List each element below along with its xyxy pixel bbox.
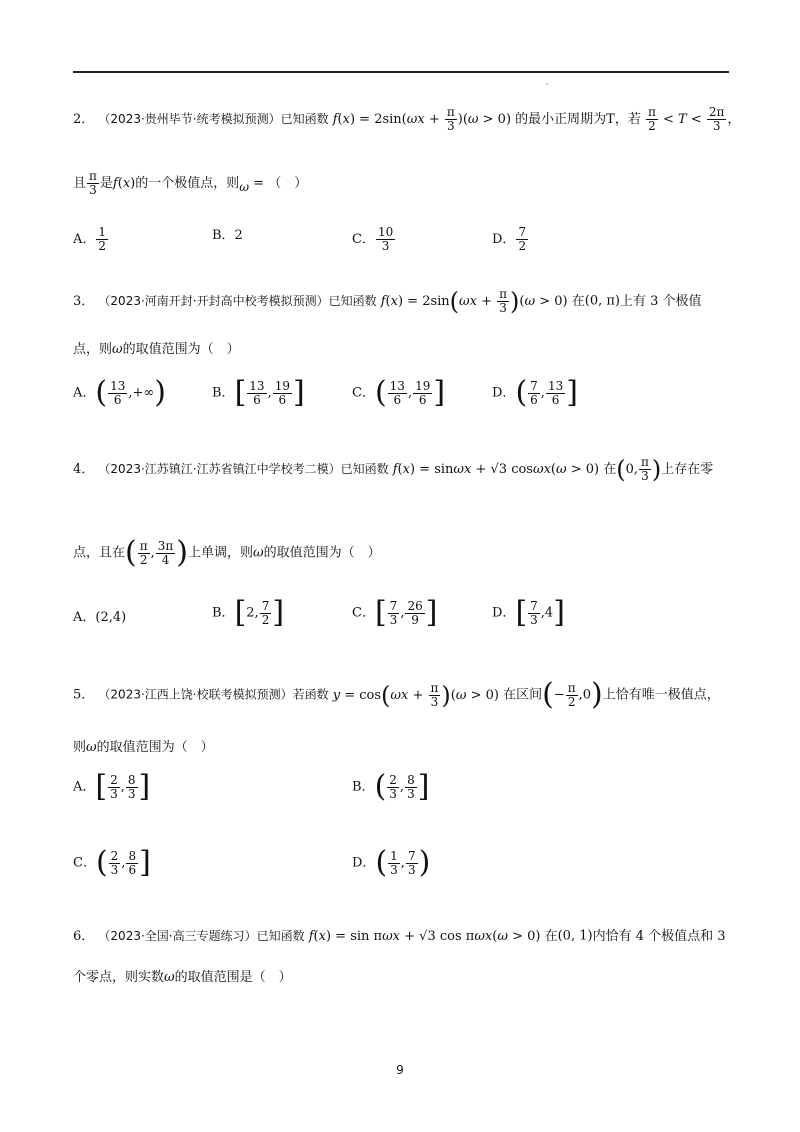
- q2-option-c[interactable]: C． $\frac{10}{3}$: [352, 225, 394, 253]
- q4-line2: 点，且在( $\frac{\pi}{2}$ , $\frac{3\pi}{4}$ )上单调，则ω的取值范围为（ ）: [73, 535, 381, 570]
- q4-option-a[interactable]: A．(2,4): [73, 610, 127, 625]
- q2-option-a[interactable]: A． $\frac{1}{2}$: [73, 225, 107, 253]
- q5-option-c[interactable]: C．( $\frac{2}{3}$ , $\frac{8}{6}$ ]: [73, 845, 151, 880]
- q2-period-range: $\frac{\pi}{2}$ < T < $\frac{2\pi}{3}$: [647, 105, 725, 133]
- header-rule: [73, 71, 729, 73]
- q2-text1: 的最小正周期为T，若: [515, 112, 641, 127]
- q5-option-a[interactable]: A．[ $\frac{2}{3}$ , $\frac{8}{3}$ ]: [73, 769, 151, 804]
- q3-option-d[interactable]: D．( $\frac{7}{6}$ , $\frac{13}{6}$ ]: [492, 375, 578, 410]
- q3-line2: 点，则ω的取值范围为（ ）: [73, 342, 240, 357]
- q2-number: 2．: [73, 112, 95, 127]
- q2-option-d[interactable]: D． $\frac{7}{2}$: [492, 225, 527, 253]
- q4-option-d[interactable]: D．[ $\frac{7}{3}$ ,4]: [492, 595, 565, 630]
- q3-line1: 3． （2023·河南开封·开封高中校考模拟预测）已知函数 f(x) = 2sin(ωx + $\frac{\pi}{3}$ )(ω > 0) 在(0, π)上有 3 个极值: [73, 287, 702, 316]
- q4-option-b[interactable]: B．[2, $\frac{7}{2}$ ]: [212, 595, 285, 630]
- q3-option-c[interactable]: C．( $\frac{13}{6}$ , $\frac{19}{6}$ ]: [352, 375, 446, 410]
- q2-option-b[interactable]: B．2: [212, 228, 243, 243]
- q3-option-a[interactable]: A．( $\frac{13}{6}$ ,+∞): [73, 375, 166, 410]
- q6-source: （2023·全国·高三专题练习）已知函数: [98, 929, 305, 943]
- q4-source: （2023·江苏镇江·江苏省镇江中学校考二模）已知函数: [98, 462, 389, 476]
- q5-function: y = cos(ωx + $\frac{\pi}{3}$ )(ω > 0): [332, 680, 499, 709]
- q5-source: （2023·江西上饶·校联考模拟预测）若函数: [98, 687, 329, 702]
- q3-option-b[interactable]: B．[ $\frac{13}{6}$ , $\frac{19}{6}$ ]: [212, 375, 305, 410]
- q3-function: f(x) = 2sin(ωx + $\frac{\pi}{3}$ )(ω > 0): [380, 287, 568, 316]
- scan-dot: [546, 83, 548, 85]
- q2-function: f(x) = 2sin(ωx + $\frac{\pi}{3}$ )(ω > 0): [332, 105, 512, 133]
- q3-source: （2023·河南开封·开封高中校考模拟预测）已知函数: [98, 294, 377, 308]
- q4-option-c[interactable]: C．[ $\frac{7}{3}$ , $\frac{26}{9}$ ]: [352, 595, 438, 630]
- q6-function: f(x) = sin πωx + √3 cos πωx(ω > 0): [308, 929, 541, 944]
- q4-line1: 4． （2023·江苏镇江·江苏省镇江中学校考二模）已知函数 f(x) = sinωx + √3 cosωx(ω > 0) 在(0, $\frac{\pi}{3}$ )上存在零: [73, 455, 714, 484]
- q5-line1: 5． （2023·江西上饶·校联考模拟预测）若函数 y = cos(ωx + $\frac{\pi}{3}$ )(ω > 0) 在区间(− $\frac{\pi}{2}$ ,0)上恰有唯一极值点，: [73, 677, 720, 712]
- q2-source: （2023·贵州毕节·统考模拟预测）已知函数: [98, 112, 329, 126]
- page-number: 9: [396, 1063, 404, 1077]
- q6-line2: 个零点，则实数ω的取值范围是（ ）: [73, 970, 292, 985]
- q5-line2: 则ω的取值范围为（ ）: [73, 740, 214, 755]
- q5-option-b[interactable]: B．( $\frac{2}{3}$ , $\frac{8}{3}$ ]: [352, 769, 430, 804]
- q2-line2: 且 $\frac{\pi}{3}$ 是f(x)的一个极值点，则ω = （ ）: [73, 169, 308, 197]
- q2-line1: 2． （2023·贵州毕节·统考模拟预测）已知函数 f(x) = 2sin(ωx + $\frac{\pi}{3}$ )(ω > 0) 的最小正周期为T，若 $\frac{\pi}{2}$ < T < $\frac{2\pi}{3}$ ，: [73, 105, 741, 133]
- q6-line1: 6． （2023·全国·高三专题练习）已知函数 f(x) = sin πωx + √3 cos πωx(ω > 0) 在(0, 1)内恰有 4 个极值点和 3: [73, 928, 726, 944]
- q5-option-d[interactable]: D．( $\frac{1}{3}$ , $\frac{7}{3}$ ): [352, 845, 431, 880]
- q4-function: f(x) = sinωx + √3 cosωx(ω > 0): [392, 462, 600, 477]
